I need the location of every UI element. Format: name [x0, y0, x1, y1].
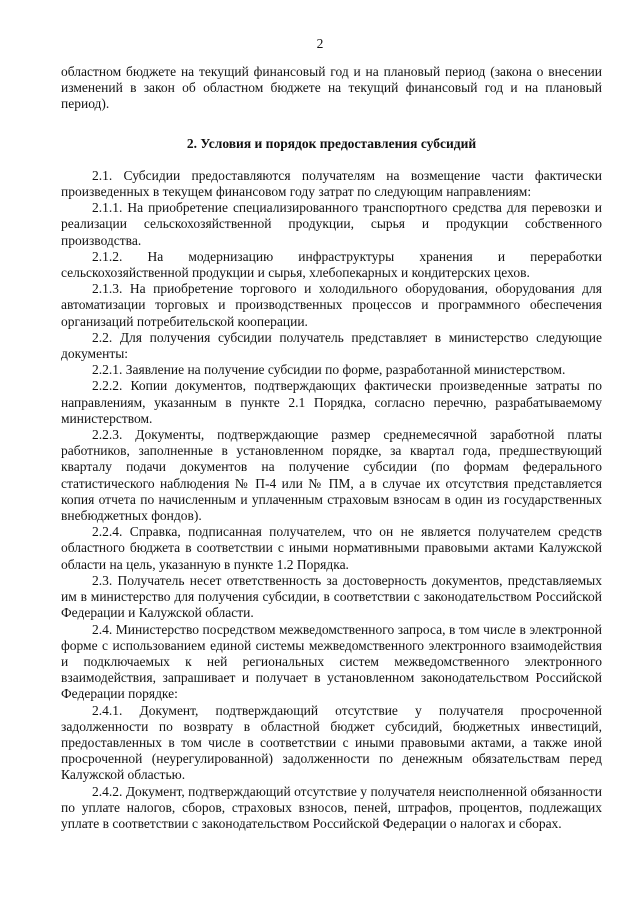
paragraph-2-1-3: 2.1.3. На приобретение торгового и холодильного оборудования, оборудования для автоматизации торговых и производственных процессов и программного обеспечения организаций потребительской кооперации. — [61, 281, 602, 329]
section-title: 2. Условия и порядок предоставления субсидий — [186, 135, 477, 151]
paragraph-2-1: 2.1. Субсидии предоставляются получателям на возмещение части фактически произведенных в текущем финансовом году затрат по следующим направлениям: — [61, 167, 602, 200]
paragraph-2-4: 2.4. Министерство посредством межведомственного запроса, в том числе в электронной форме с использованием единой системы межведомственного электронного взаимодействия и подключаемых к ней региональных систем межведомственного электронного взаимодействия, запрашивает и получает в установленном законодательством Российской Федерации порядке: — [61, 621, 602, 702]
paragraph-2-4-1: 2.4.1. Документ, подтверждающий отсутствие у получателя просроченной задолженности по возврату в областной бюджет субсидий, бюджетных инвестиций, предоставленных в том числе в соответствии с иными правовыми актами, а также иной просроченной (неурегулированной) задолженности по денежным обязательствам перед Калужской областью. — [61, 702, 602, 783]
paragraph-2-1-1: 2.1.1. На приобретение специализированного транспортного средства для перевозки и реализации сельскохозяйственной продукции, сырья и продукции собственного производства. — [61, 200, 602, 248]
paragraph-2-2: 2.2. Для получения субсидии получатель представляет в министерство следующие документы: — [61, 329, 602, 362]
page-number: 2 — [316, 36, 324, 51]
intro-continuation: областном бюджете на текущий финансовый год и на плановый период (закона о внесении изменений в закон об областном бюджете на текущий финансовый год и на плановый период). — [61, 64, 602, 112]
paragraph-2-1-2: 2.1.2. На модернизацию инфраструктуры хранения и переработки сельскохозяйственной продукции и сырья, хлебопекарных и кондитерских цехов. — [61, 248, 602, 281]
paragraph-2-3: 2.3. Получатель несет ответственность за достоверность документов, представляемых им в министерство для получения субсидии, в соответствии с законодательством Российской Федерации и Калужской области. — [61, 572, 602, 621]
document-body — [61, 64, 602, 832]
paragraph-2-2-3: 2.2.3. Документы, подтверждающие размер среднемесячной заработной платы работников, заполненные в установленном порядке, за квартал года, предшествующий кварталу подачи документов на получение субсидии (по формам федерального статистического наблюдения № П-4 или № ПМ, а в случае их отсутствия представляется копия отчета по начисленным и уплаченным страховым взносам в один из государственных внебюджетных фондов). — [61, 427, 602, 524]
paragraph-2-2-1: 2.2.1. Заявление на получение субсидии по форме, разработанной министерством. — [92, 362, 566, 378]
paragraph-2-2-4: 2.2.4. Справка, подписанная получателем, что он не является получателем средств областного бюджета в соответствии с иными нормативными правовыми актами Калужской области на цель, указанную в пункте 1.2 Порядка. — [61, 524, 602, 572]
paragraph-2-4-2: 2.4.2. Документ, подтверждающий отсутствие у получателя неисполненной обязанности по уплате налогов, сборов, страховых взносов, пеней, штрафов, процентов, подлежащих уплате в соответствии с законодательством Российской Федерации о налогах и сборах. — [61, 783, 602, 831]
paragraph-2-2-2: 2.2.2. Копии документов, подтверждающих фактически произведенные затраты по направлениям, указанным в пункте 2.1 Порядка, согласно перечню, разрабатываемому министерством. — [61, 378, 602, 426]
